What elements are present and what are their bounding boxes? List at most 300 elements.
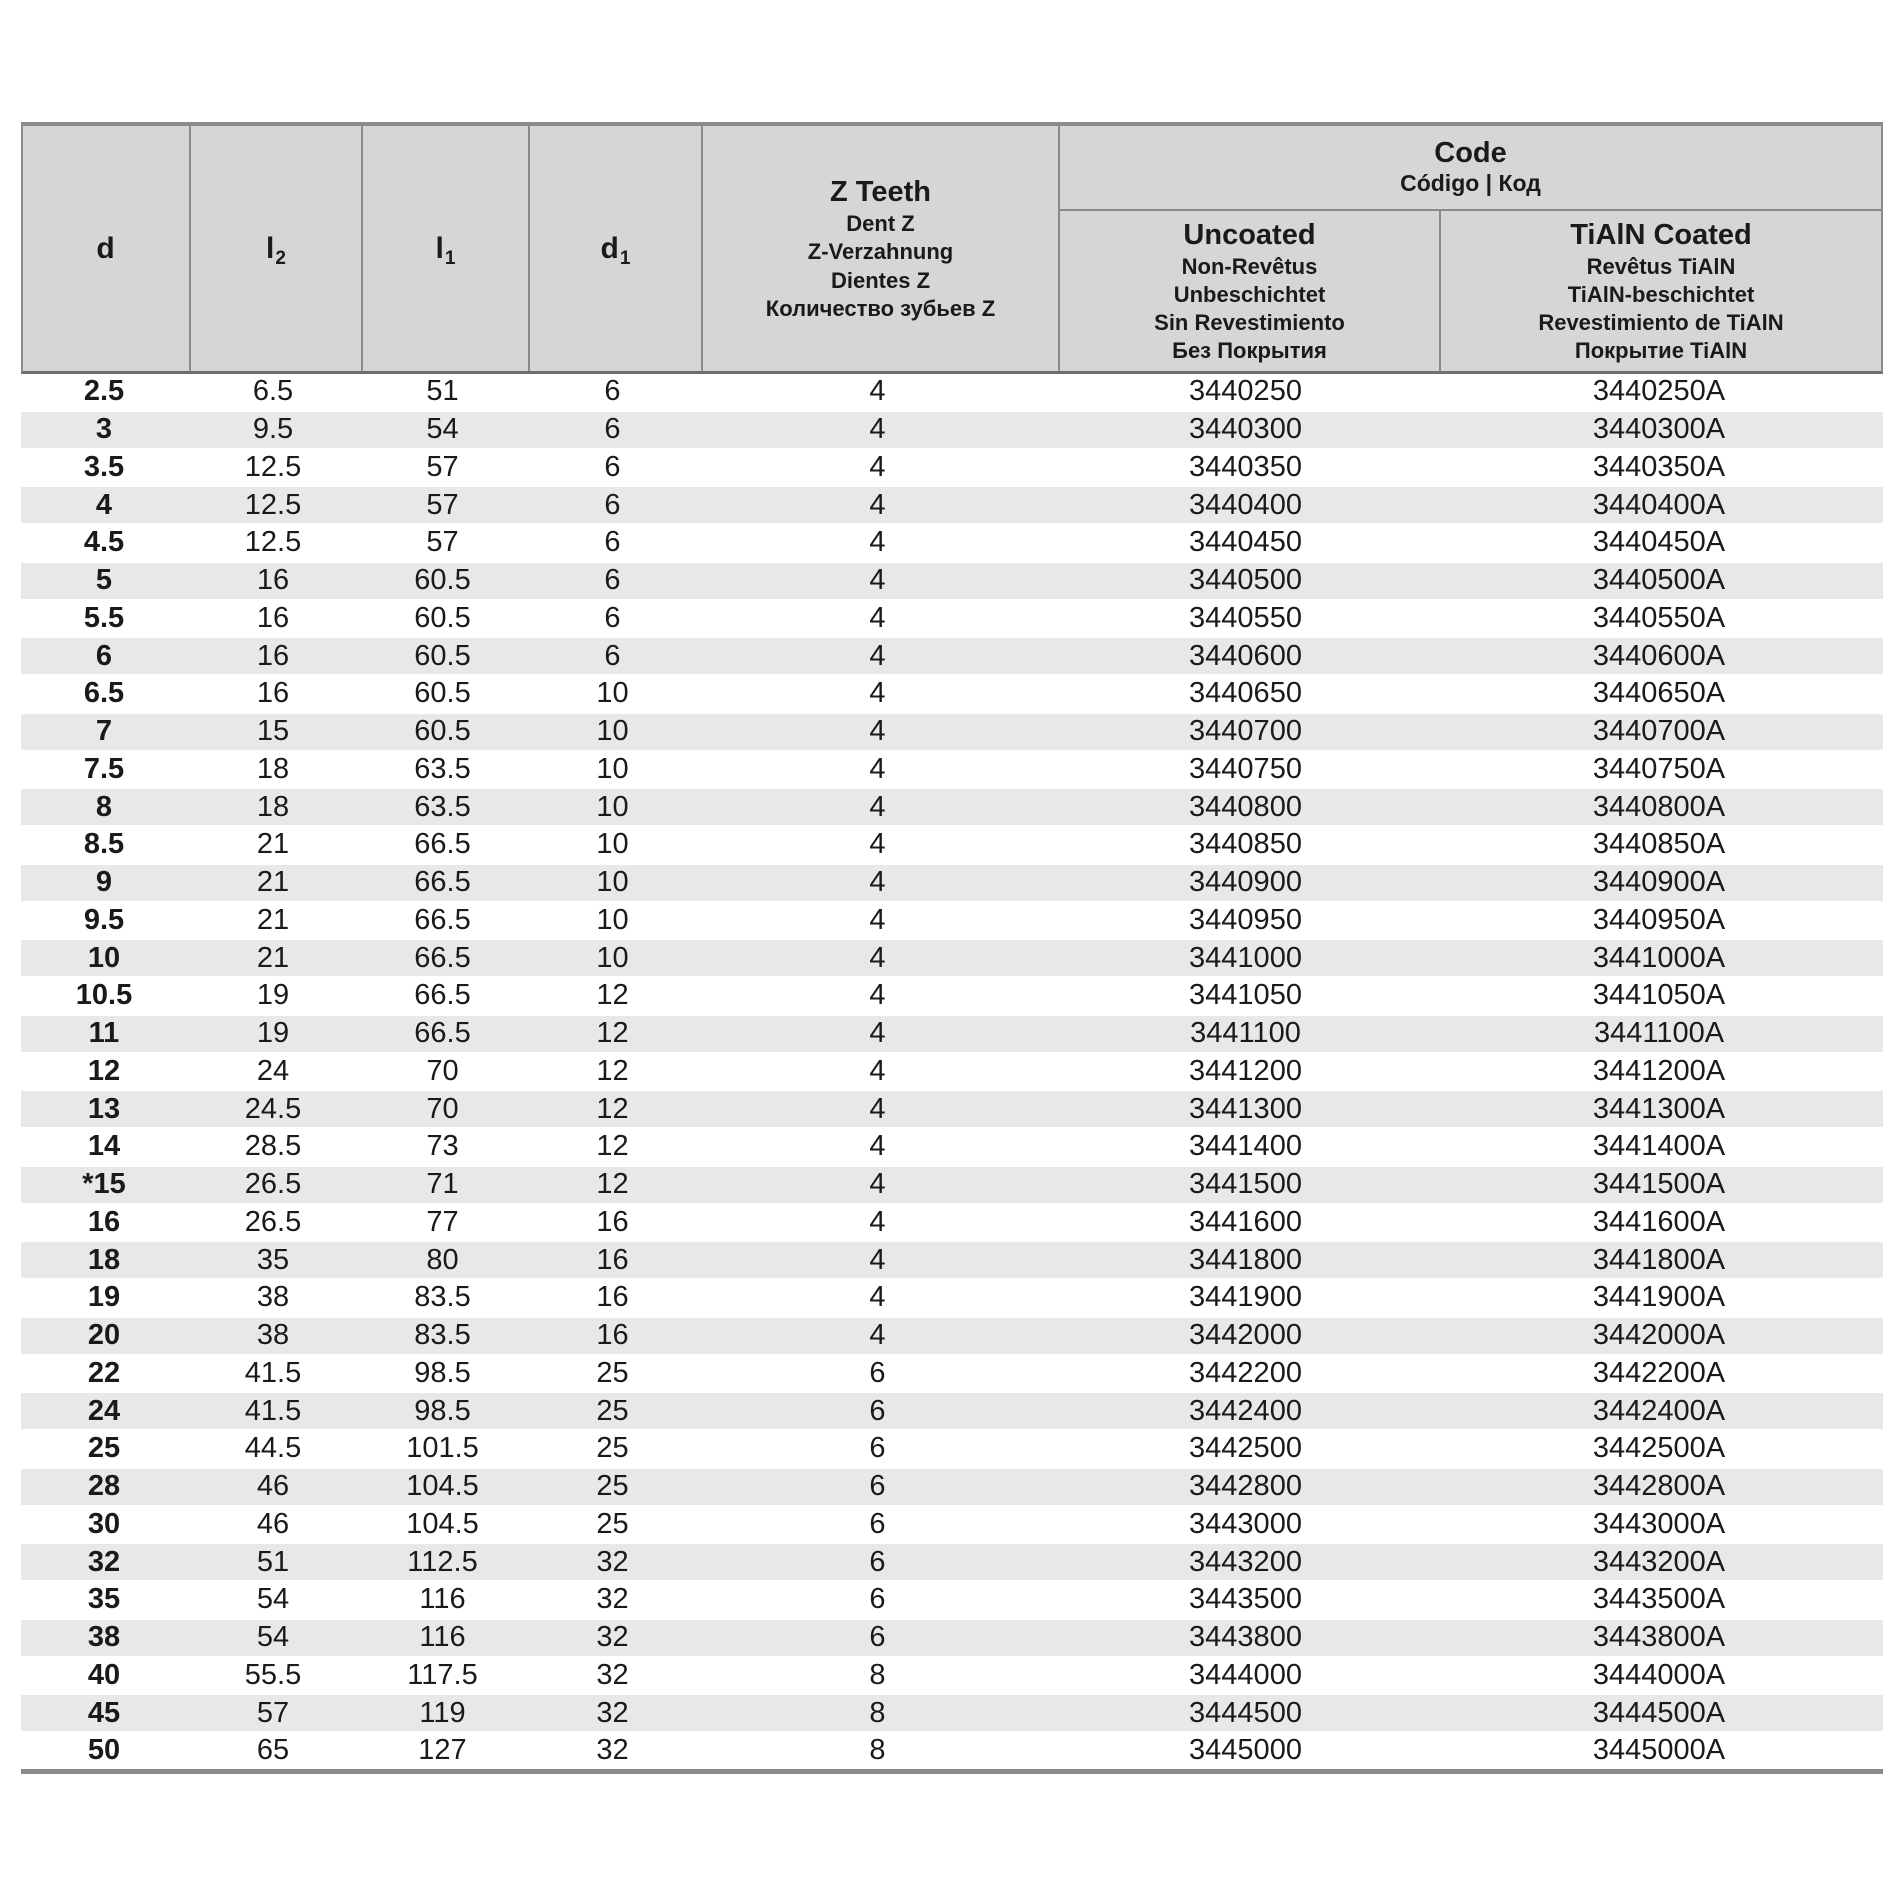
cell-d: 35 (87, 1583, 121, 1616)
cell-d1: 6 (604, 413, 621, 446)
cell-d1: 32 (596, 1583, 629, 1616)
cell-d1: 10 (596, 677, 629, 710)
cell-code-uncoated: 3443500 (1189, 1583, 1302, 1616)
cell-code-uncoated: 3441050 (1189, 979, 1302, 1012)
header-uncoated-line-es: Sin Revestimiento (1154, 310, 1345, 336)
cell-z-teeth: 4 (869, 1319, 886, 1352)
cell-d: 6.5 (83, 677, 125, 710)
cell-d: *15 (82, 1168, 126, 1201)
cell-d: 5.5 (83, 601, 125, 634)
cell-code-uncoated: 3441800 (1189, 1243, 1302, 1276)
cell-code-uncoated: 3440950 (1189, 903, 1302, 936)
cell-d: 7 (95, 715, 113, 748)
cell-l2: 19 (256, 979, 290, 1012)
cell-l2: 26.5 (244, 1205, 302, 1238)
cell-code-tialn-coated: 3443500A (1592, 1583, 1726, 1616)
cell-code-tialn-coated: 3441500A (1592, 1168, 1726, 1201)
header-tialn-line-de: TiAlN-beschichtet (1567, 281, 1755, 307)
cell-l2: 57 (256, 1696, 290, 1729)
cell-l1: 98.5 (414, 1356, 471, 1389)
header-code-group (1058, 126, 1881, 371)
table-row (21, 1582, 1883, 1618)
cell-d: 7.5 (83, 752, 125, 785)
cell-z-teeth: 6 (869, 1621, 886, 1654)
cell-code-tialn-coated: 3441000A (1592, 941, 1726, 974)
cell-l1: 66.5 (414, 866, 471, 899)
header-d1-label: d1 (600, 231, 631, 269)
header-d1 (528, 126, 701, 371)
cell-l2: 21 (256, 866, 290, 899)
header-tialn-line-es: Revestimiento de TiAlN (1538, 310, 1784, 336)
header-uncoated-line-ru: Без Покрытия (1172, 338, 1327, 364)
cell-code-tialn-coated: 3440500A (1592, 564, 1726, 597)
cell-z-teeth: 4 (869, 828, 886, 861)
cell-d1: 16 (596, 1205, 629, 1238)
cell-code-tialn-coated: 3442500A (1592, 1432, 1726, 1465)
table-row (21, 978, 1883, 1014)
table-row (21, 601, 1883, 637)
cell-code-tialn-coated: 3444000A (1592, 1658, 1726, 1691)
cell-code-uncoated: 3440250 (1189, 375, 1302, 408)
table-row (21, 752, 1883, 788)
cell-code-tialn-coated: 3442200A (1592, 1356, 1726, 1389)
cell-d: 11 (88, 1017, 120, 1050)
cell-l2: 18 (256, 752, 290, 785)
header-l2-label: l2 (266, 231, 286, 269)
cell-d: 9.5 (83, 903, 125, 936)
header-code-subcolumns (1060, 211, 1881, 371)
header-code (1060, 126, 1881, 211)
cell-d1: 25 (596, 1507, 629, 1540)
cell-d: 14 (87, 1130, 121, 1163)
cell-l1: 101.5 (406, 1432, 479, 1465)
cell-code-tialn-coated: 3441300A (1592, 1092, 1726, 1125)
header-z-teeth-line-fr: Dent Z (846, 211, 915, 237)
cell-d1: 32 (596, 1621, 629, 1654)
cell-d1: 6 (604, 375, 621, 408)
cell-l1: 66.5 (414, 941, 471, 974)
cell-code-uncoated: 3440300 (1189, 413, 1302, 446)
cell-code-tialn-coated: 3440950A (1592, 903, 1726, 936)
cell-l2: 21 (256, 828, 290, 861)
cell-l2: 9.5 (252, 413, 294, 446)
cell-d1: 32 (596, 1696, 629, 1729)
cell-d: 9 (95, 866, 113, 899)
cell-d1: 10 (596, 941, 629, 974)
cell-d: 3.5 (83, 450, 125, 483)
cell-l1: 71 (426, 1168, 459, 1201)
table-row (21, 1165, 1883, 1205)
cell-l2: 15 (256, 715, 290, 748)
header-l1 (361, 126, 528, 371)
cell-l1: 70 (426, 1054, 459, 1087)
header-uncoated-line-en: Uncoated (1183, 218, 1316, 251)
cell-d: 18 (87, 1243, 121, 1276)
cell-l1: 117.5 (407, 1658, 478, 1691)
cell-z-teeth: 6 (869, 1394, 886, 1427)
cell-l2: 65 (256, 1734, 290, 1767)
cell-d: 12 (87, 1054, 121, 1087)
cell-z-teeth: 4 (869, 715, 886, 748)
cell-l2: 18 (256, 790, 290, 823)
cell-d1: 10 (596, 866, 629, 899)
cell-l2: 24.5 (244, 1092, 302, 1125)
cell-l2: 54 (256, 1583, 290, 1616)
cell-l2: 35 (256, 1243, 290, 1276)
cell-code-tialn-coated: 3440300A (1592, 413, 1726, 446)
cell-z-teeth: 4 (869, 941, 886, 974)
table-row (21, 1542, 1883, 1582)
cell-code-uncoated: 3441300 (1189, 1092, 1302, 1125)
cell-code-tialn-coated: 3441050A (1592, 979, 1726, 1012)
cell-d1: 16 (596, 1319, 629, 1352)
cell-d1: 16 (596, 1243, 629, 1276)
cell-d1: 10 (596, 752, 629, 785)
cell-code-uncoated: 3443800 (1189, 1621, 1302, 1654)
cell-l1: 119 (419, 1696, 466, 1729)
table-row (21, 1205, 1883, 1241)
cell-l2: 16 (256, 677, 290, 710)
cell-z-teeth: 4 (869, 450, 886, 483)
header-code-subtitle: Código | Код (1400, 170, 1541, 197)
cell-l1: 57 (426, 450, 459, 483)
cell-code-tialn-coated: 3440650A (1592, 677, 1726, 710)
cell-z-teeth: 4 (869, 677, 886, 710)
cell-z-teeth: 4 (869, 601, 886, 634)
cell-code-tialn-coated: 3441600A (1592, 1205, 1726, 1238)
table-row (21, 1280, 1883, 1316)
cell-l2: 12.5 (244, 488, 302, 521)
cell-l2: 21 (256, 941, 290, 974)
table-row (21, 1316, 1883, 1356)
cell-l2: 38 (256, 1281, 290, 1314)
cell-l1: 70 (426, 1092, 459, 1125)
cell-d1: 10 (596, 715, 629, 748)
cell-l1: 63.5 (414, 752, 471, 785)
cell-code-tialn-coated: 3440400A (1592, 488, 1726, 521)
cell-l1: 77 (426, 1205, 459, 1238)
cell-d1: 25 (596, 1356, 629, 1389)
cell-d: 19 (87, 1281, 121, 1314)
cell-d: 50 (87, 1734, 121, 1767)
cell-code-uncoated: 3440850 (1189, 828, 1302, 861)
cell-l2: 12.5 (244, 450, 302, 483)
header-tialn-line-en: TiAlN Coated (1570, 218, 1752, 251)
cell-z-teeth: 6 (869, 1545, 886, 1578)
cell-d: 20 (87, 1319, 121, 1352)
cell-l2: 6.5 (252, 375, 294, 408)
cell-l1: 83.5 (414, 1319, 471, 1352)
cell-d1: 25 (596, 1394, 629, 1427)
cell-z-teeth: 4 (869, 790, 886, 823)
cell-d: 8 (95, 790, 113, 823)
cell-code-tialn-coated: 3442800A (1592, 1470, 1726, 1503)
cell-d1: 6 (604, 639, 621, 672)
cell-z-teeth: 4 (869, 903, 886, 936)
cell-code-tialn-coated: 3443000A (1592, 1507, 1726, 1540)
cell-code-tialn-coated: 3445000A (1592, 1734, 1726, 1767)
cell-code-uncoated: 3441500 (1189, 1168, 1302, 1201)
cell-d1: 12 (596, 979, 629, 1012)
cell-d1: 12 (596, 1054, 629, 1087)
cell-code-tialn-coated: 3440800A (1592, 790, 1726, 823)
table-row (21, 1054, 1883, 1090)
cell-l1: 60.5 (414, 677, 471, 710)
cell-code-tialn-coated: 3440550A (1592, 601, 1726, 634)
cell-z-teeth: 4 (869, 866, 886, 899)
cell-d: 32 (87, 1545, 121, 1578)
cell-code-uncoated: 3444500 (1189, 1696, 1302, 1729)
cell-code-tialn-coated: 3443200A (1592, 1545, 1726, 1578)
cell-l1: 54 (426, 413, 459, 446)
cell-z-teeth: 4 (869, 1017, 886, 1050)
cell-code-tialn-coated: 3442400A (1592, 1394, 1726, 1427)
cell-l1: 63.5 (414, 790, 471, 823)
cell-z-teeth: 4 (869, 752, 886, 785)
table-header (21, 122, 1883, 374)
table-row (21, 561, 1883, 601)
table-row (21, 410, 1883, 450)
cell-l2: 38 (256, 1319, 290, 1352)
cell-z-teeth: 4 (869, 488, 886, 521)
cell-code-tialn-coated: 3440250A (1592, 375, 1726, 408)
cell-code-tialn-coated: 3441900A (1592, 1281, 1726, 1314)
cell-d1: 6 (604, 488, 621, 521)
cell-l1: 60.5 (414, 715, 471, 748)
table-row (21, 1693, 1883, 1733)
header-tialn-coated (1439, 211, 1881, 371)
cell-l2: 16 (256, 601, 290, 634)
cell-d1: 32 (596, 1658, 629, 1691)
cell-l2: 41.5 (244, 1356, 302, 1389)
header-z-teeth-line-de: Z-Verzahnung (807, 239, 954, 265)
cell-d1: 6 (604, 601, 621, 634)
cell-code-uncoated: 3442000 (1189, 1319, 1302, 1352)
header-l2 (189, 126, 361, 371)
cell-d: 25 (87, 1432, 121, 1465)
table-row (21, 712, 1883, 752)
cell-code-tialn-coated: 3441100A (1593, 1017, 1725, 1050)
cell-d1: 25 (596, 1432, 629, 1465)
cell-code-uncoated: 3442200 (1189, 1356, 1302, 1389)
cell-l2: 21 (256, 903, 290, 936)
cell-l1: 60.5 (414, 639, 471, 672)
cell-d1: 12 (596, 1092, 629, 1125)
cell-code-uncoated: 3442500 (1189, 1432, 1302, 1465)
cell-d1: 12 (596, 1168, 629, 1201)
cell-code-tialn-coated: 3443800A (1592, 1621, 1726, 1654)
cell-code-uncoated: 3441000 (1189, 941, 1302, 974)
header-z-teeth-line-en: Z Teeth (830, 176, 931, 209)
cell-l1: 80 (426, 1243, 459, 1276)
table-row (21, 374, 1883, 410)
cell-l1: 60.5 (414, 601, 471, 634)
cell-d1: 12 (596, 1130, 629, 1163)
header-d-label: d (96, 231, 115, 265)
cell-z-teeth: 4 (869, 564, 886, 597)
cell-code-uncoated: 3442800 (1189, 1470, 1302, 1503)
header-uncoated (1060, 211, 1439, 371)
cell-code-tialn-coated: 3441800A (1592, 1243, 1726, 1276)
cell-d: 6 (95, 639, 113, 672)
cell-code-uncoated: 3440750 (1189, 752, 1302, 785)
cell-code-uncoated: 3443000 (1189, 1507, 1302, 1540)
cell-l2: 16 (256, 639, 290, 672)
cell-l1: 104.5 (406, 1470, 479, 1503)
table-row (21, 1356, 1883, 1392)
table-row (21, 636, 1883, 676)
cell-l2: 51 (256, 1545, 290, 1578)
cell-d: 38 (87, 1621, 121, 1654)
cell-l2: 12.5 (244, 526, 302, 559)
product-table (21, 122, 1883, 1774)
cell-l1: 104.5 (406, 1507, 479, 1540)
cell-d: 4 (95, 488, 113, 521)
cell-d: 28 (87, 1470, 121, 1503)
table-row (21, 903, 1883, 939)
cell-l2: 26.5 (244, 1168, 302, 1201)
header-z-teeth (701, 126, 1058, 371)
cell-d1: 10 (596, 828, 629, 861)
cell-code-uncoated: 3440900 (1189, 866, 1302, 899)
header-uncoated-line-de: Unbeschichtet (1173, 281, 1326, 307)
header-tialn-line-ru: Покрытие TiAlN (1574, 338, 1748, 364)
table-row (21, 1129, 1883, 1165)
header-tialn-line-fr: Revêtus TiAlN (1586, 253, 1736, 279)
cell-code-tialn-coated: 3441200A (1592, 1054, 1726, 1087)
cell-code-uncoated: 3443200 (1189, 1545, 1302, 1578)
cell-d1: 10 (596, 790, 629, 823)
cell-l2: 24 (256, 1054, 290, 1087)
cell-d1: 6 (604, 450, 621, 483)
cell-code-tialn-coated: 3440700A (1592, 715, 1726, 748)
cell-code-tialn-coated: 3440850A (1592, 828, 1726, 861)
cell-l1: 66.5 (414, 828, 471, 861)
cell-d: 30 (87, 1507, 121, 1540)
cell-code-tialn-coated: 3442000A (1592, 1319, 1726, 1352)
cell-code-tialn-coated: 3440900A (1592, 866, 1726, 899)
cell-code-tialn-coated: 3440600A (1592, 639, 1726, 672)
cell-d: 22 (87, 1356, 121, 1389)
cell-code-uncoated: 3440350 (1189, 450, 1302, 483)
cell-code-uncoated: 3440400 (1189, 488, 1302, 521)
table-row (21, 827, 1883, 863)
cell-code-tialn-coated: 3444500A (1592, 1696, 1726, 1729)
cell-z-teeth: 4 (869, 979, 886, 1012)
cell-z-teeth: 6 (869, 1507, 886, 1540)
cell-l2: 16 (256, 564, 290, 597)
cell-z-teeth: 8 (869, 1696, 886, 1729)
cell-d1: 32 (596, 1545, 629, 1578)
cell-code-uncoated: 3440650 (1189, 677, 1302, 710)
cell-l2: 41.5 (244, 1394, 302, 1427)
cell-d: 45 (87, 1696, 121, 1729)
table-row (21, 1733, 1883, 1769)
header-code-title: Code (1434, 137, 1507, 170)
header-z-teeth-line-es: Dientes Z (830, 267, 931, 293)
cell-l1: 57 (426, 526, 459, 559)
table-row (21, 450, 1883, 486)
header-uncoated-line-fr: Non-Revêtus (1181, 253, 1318, 279)
cell-l2: 19 (256, 1017, 290, 1050)
cell-d1: 32 (596, 1734, 629, 1767)
table-row (21, 1089, 1883, 1129)
header-l1-label: l1 (435, 231, 456, 269)
cell-d1: 6 (604, 564, 621, 597)
cell-code-uncoated: 3440450 (1189, 526, 1302, 559)
header-d (23, 126, 189, 371)
cell-l1: 57 (426, 488, 459, 521)
table-row (21, 863, 1883, 903)
cell-d: 5 (95, 564, 113, 597)
cell-code-uncoated: 3445000 (1189, 1734, 1302, 1767)
cell-code-uncoated: 3440500 (1189, 564, 1302, 597)
cell-z-teeth: 6 (869, 1432, 886, 1465)
table-row (21, 676, 1883, 712)
header-z-teeth-line-ru: Количество зубьев Z (765, 295, 996, 321)
cell-d: 2.5 (83, 375, 125, 408)
cell-l1: 116 (419, 1583, 466, 1616)
cell-l1: 73 (426, 1130, 459, 1163)
table-row (21, 1014, 1883, 1054)
cell-d1: 6 (604, 526, 621, 559)
cell-code-tialn-coated: 3440450A (1592, 526, 1726, 559)
cell-z-teeth: 4 (869, 1054, 886, 1087)
cell-l1: 83.5 (414, 1281, 471, 1314)
table-row (21, 1658, 1883, 1694)
cell-d1: 12 (596, 1017, 629, 1050)
cell-d: 24 (87, 1394, 121, 1427)
cell-l1: 66.5 (414, 979, 471, 1012)
table-row (21, 1431, 1883, 1467)
cell-d1: 25 (596, 1470, 629, 1503)
cell-l1: 60.5 (414, 564, 471, 597)
cell-z-teeth: 4 (869, 375, 886, 408)
cell-l2: 44.5 (244, 1432, 302, 1465)
cell-z-teeth: 4 (869, 526, 886, 559)
cell-code-uncoated: 3441400 (1189, 1130, 1302, 1163)
cell-d: 16 (87, 1205, 121, 1238)
cell-z-teeth: 6 (869, 1356, 886, 1389)
cell-code-uncoated: 3440550 (1189, 601, 1302, 634)
table-row (21, 485, 1883, 525)
cell-z-teeth: 4 (869, 1130, 886, 1163)
cell-code-tialn-coated: 3440750A (1592, 752, 1726, 785)
cell-d: 10 (87, 941, 121, 974)
cell-d: 4.5 (83, 526, 125, 559)
cell-l1: 127 (418, 1734, 467, 1767)
cell-l1: 116 (419, 1621, 466, 1654)
table-row (21, 1240, 1883, 1280)
cell-code-uncoated: 3442400 (1189, 1394, 1302, 1427)
cell-l2: 55.5 (244, 1658, 302, 1691)
cell-d1: 10 (596, 903, 629, 936)
cell-code-uncoated: 3441600 (1189, 1205, 1302, 1238)
cell-code-tialn-coated: 3440350A (1592, 450, 1726, 483)
cell-z-teeth: 4 (869, 1092, 886, 1125)
cell-z-teeth: 4 (869, 413, 886, 446)
cell-z-teeth: 4 (869, 1205, 886, 1238)
cell-code-uncoated: 3441200 (1189, 1054, 1302, 1087)
cell-d: 8.5 (83, 828, 125, 861)
cell-l2: 46 (256, 1507, 290, 1540)
cell-l1: 66.5 (414, 1017, 471, 1050)
cell-code-uncoated: 3444000 (1189, 1658, 1302, 1691)
cell-z-teeth: 4 (869, 1243, 886, 1276)
cell-d: 13 (87, 1092, 121, 1125)
table-row (21, 1507, 1883, 1543)
cell-l2: 28.5 (244, 1130, 302, 1163)
